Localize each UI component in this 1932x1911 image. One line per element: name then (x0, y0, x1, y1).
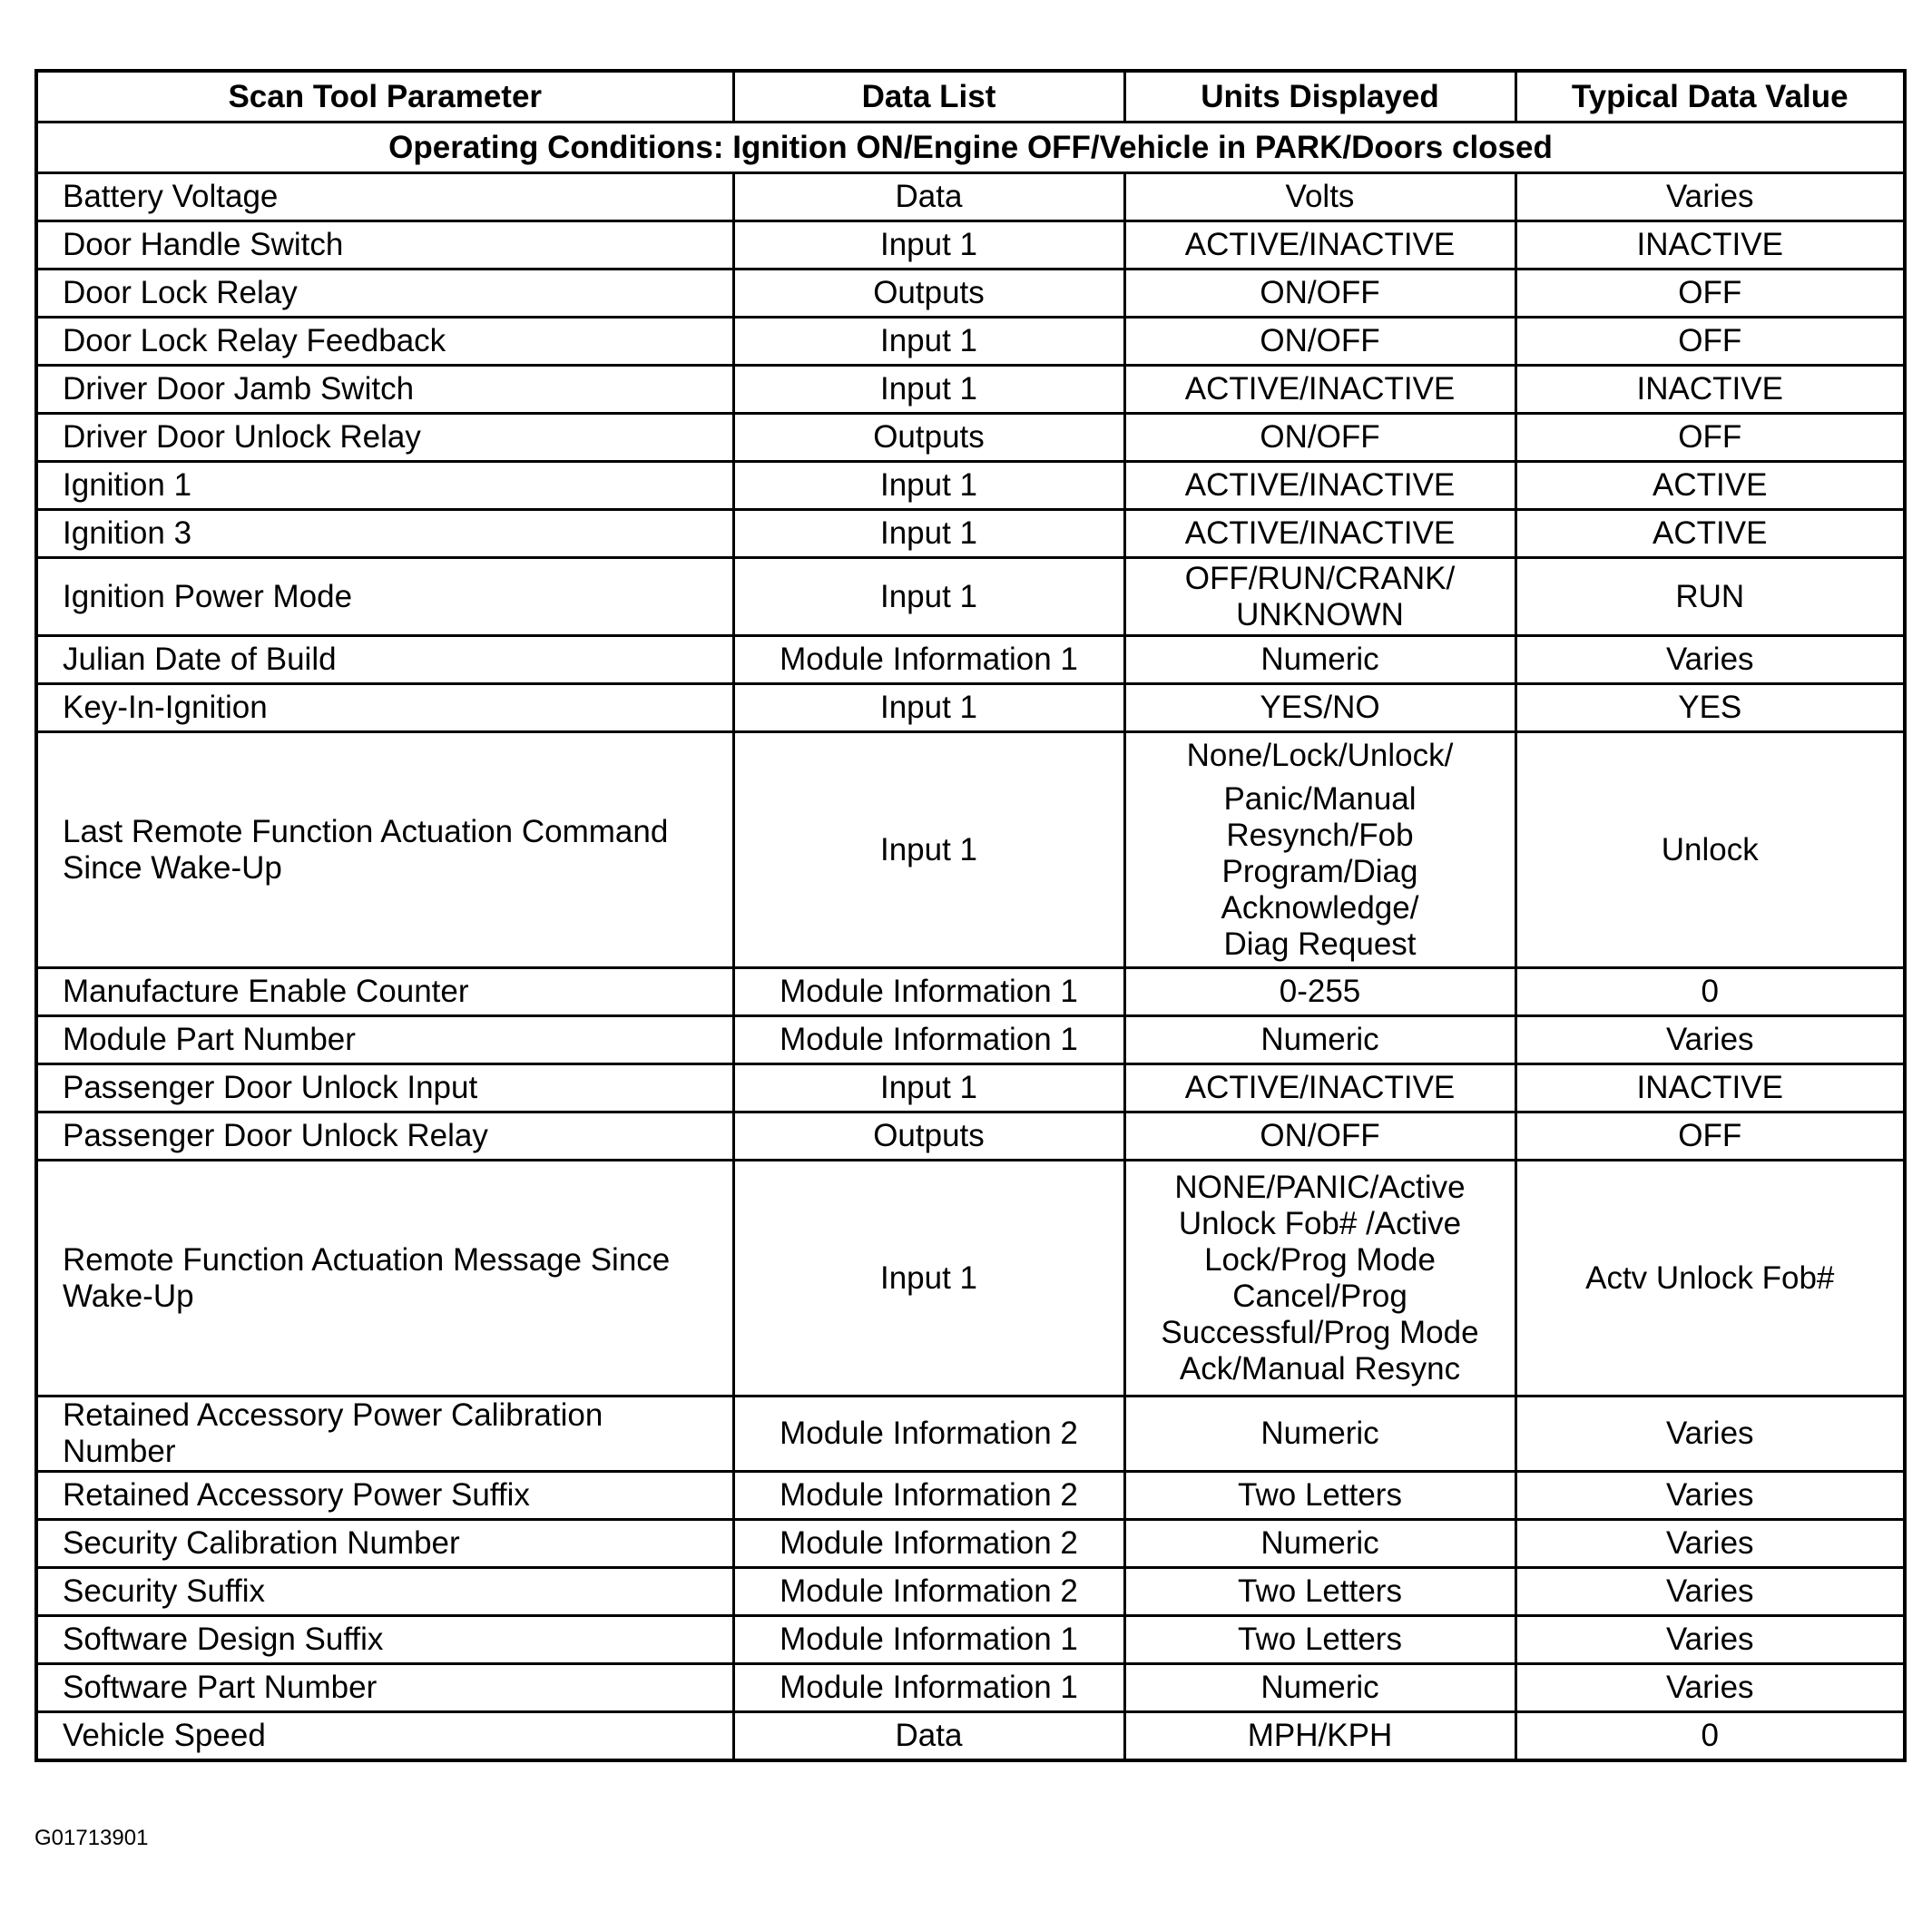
figure-id: G01713901 (34, 1826, 149, 1850)
cell-data-list: Outputs (733, 270, 1124, 318)
table-row (36, 1161, 1905, 1396)
cell-scan-tool-parameter: Key-In-Ignition (36, 684, 733, 732)
cell-typical-data-value: OFF (1515, 1112, 1905, 1161)
cell-typical-data-value: RUN (1515, 558, 1905, 636)
units-line: Resynch/Fob (1226, 817, 1414, 853)
cell-units-displayed (1124, 1664, 1515, 1712)
table-row (36, 1664, 1905, 1712)
cell-scan-tool-parameter: Door Lock Relay Feedback (36, 318, 733, 366)
cell-data-list: Input 1 (733, 684, 1124, 732)
units-line: MPH/KPH (1247, 1717, 1393, 1753)
units-line: Panic/Manual (1223, 780, 1417, 817)
cell-units-displayed (1124, 1472, 1515, 1520)
cell-typical-data-value: Varies (1515, 1396, 1905, 1472)
units-line: YES/NO (1260, 690, 1380, 725)
cell-units-displayed (1124, 414, 1515, 462)
cell-scan-tool-parameter: Driver Door Jamb Switch (36, 366, 733, 414)
cell-data-list: Module Information 2 (733, 1568, 1124, 1616)
header-row (36, 71, 1905, 122)
table-row (36, 1472, 1905, 1520)
table-row (36, 414, 1905, 462)
cell-typical-data-value: Varies (1515, 1568, 1905, 1616)
cell-units-displayed (1124, 221, 1515, 270)
table-row (36, 366, 1905, 414)
units-line: ON/OFF (1260, 275, 1380, 310)
table-row (36, 558, 1905, 636)
cell-units-displayed (1124, 510, 1515, 558)
cell-typical-data-value: Varies (1515, 1472, 1905, 1520)
cell-scan-tool-parameter: Door Handle Switch (36, 221, 733, 270)
units-line: ON/OFF (1260, 1118, 1380, 1153)
cell-data-list: Outputs (733, 414, 1124, 462)
cell-typical-data-value: Actv Unlock Fob# (1515, 1161, 1905, 1396)
cell-data-list: Input 1 (733, 318, 1124, 366)
cell-typical-data-value: 0 (1515, 968, 1905, 1016)
cell-scan-tool-parameter: Driver Door Unlock Relay (36, 414, 733, 462)
cell-units-displayed (1124, 684, 1515, 732)
cell-typical-data-value: Varies (1515, 1664, 1905, 1712)
table-row (36, 1016, 1905, 1064)
cell-scan-tool-parameter: Retained Accessory Power Calibration Number (36, 1396, 733, 1472)
cell-scan-tool-parameter: Module Part Number (36, 1016, 733, 1064)
table-row (36, 1712, 1905, 1760)
table-row (36, 510, 1905, 558)
cell-typical-data-value: Varies (1515, 173, 1905, 221)
units-line: Numeric (1260, 1416, 1379, 1451)
cell-scan-tool-parameter: Retained Accessory Power Suffix (36, 1472, 733, 1520)
units-line: Program/Diag (1221, 853, 1418, 889)
cell-data-list: Input 1 (733, 462, 1124, 510)
table-row (36, 968, 1905, 1016)
units-line: Numeric (1260, 642, 1379, 677)
cell-units-displayed (1124, 1520, 1515, 1568)
cell-data-list: Module Information 1 (733, 1016, 1124, 1064)
cell-data-list: Module Information 1 (733, 1664, 1124, 1712)
cell-units-displayed (1124, 636, 1515, 684)
cell-scan-tool-parameter: Remote Function Actuation Message Since Wake-Up (36, 1161, 733, 1396)
units-line: Ack/Manual Resync (1179, 1350, 1461, 1387)
cell-typical-data-value: OFF (1515, 414, 1905, 462)
cell-scan-tool-parameter: Ignition Power Mode (36, 558, 733, 636)
units-line: Lock/Prog Mode (1204, 1241, 1436, 1278)
units-line: ON/OFF (1260, 419, 1380, 455)
header-units-displayed: Units Displayed (1124, 71, 1515, 122)
cell-scan-tool-parameter: Software Part Number (36, 1664, 733, 1712)
table-row (36, 318, 1905, 366)
units-line: ON/OFF (1260, 323, 1380, 358)
cell-data-list: Data (733, 1712, 1124, 1760)
cell-typical-data-value: Varies (1515, 636, 1905, 684)
cell-data-list: Input 1 (733, 221, 1124, 270)
units-line: Two Letters (1238, 1573, 1402, 1609)
cell-data-list: Module Information 2 (733, 1520, 1124, 1568)
cell-data-list: Input 1 (733, 732, 1124, 968)
cell-units-displayed (1124, 318, 1515, 366)
units-line: 0-255 (1279, 974, 1361, 1009)
cell-data-list: Outputs (733, 1112, 1124, 1161)
cell-scan-tool-parameter: Vehicle Speed (36, 1712, 733, 1760)
cell-scan-tool-parameter: Last Remote Function Actuation Command Since Wake-Up (36, 732, 733, 968)
cell-typical-data-value: OFF (1515, 318, 1905, 366)
units-line: Cancel/Prog (1232, 1278, 1407, 1314)
cell-scan-tool-parameter: Ignition 1 (36, 462, 733, 510)
header-typical-data-value: Typical Data Value (1515, 71, 1905, 122)
cell-scan-tool-parameter: Passenger Door Unlock Relay (36, 1112, 733, 1161)
units-line: UNKNOWN (1236, 596, 1404, 632)
cell-units-displayed (1124, 1712, 1515, 1760)
units-line: ACTIVE/INACTIVE (1184, 227, 1456, 262)
cell-units-displayed (1124, 366, 1515, 414)
cell-typical-data-value: Varies (1515, 1616, 1905, 1664)
cell-data-list: Input 1 (733, 1161, 1124, 1396)
units-line: OFF/RUN/CRANK/ (1184, 560, 1456, 596)
operating-conditions: Operating Conditions: Ignition ON/Engine OFF/Vehicle in PARK/Doors closed (36, 122, 1905, 173)
cell-units-displayed (1124, 968, 1515, 1016)
table-row (36, 270, 1905, 318)
table-row (36, 636, 1905, 684)
cell-data-list: Module Information 1 (733, 1616, 1124, 1664)
table-row (36, 1568, 1905, 1616)
units-line: Numeric (1260, 1525, 1379, 1561)
cell-units-displayed (1124, 1112, 1515, 1161)
cell-scan-tool-parameter: Software Design Suffix (36, 1616, 733, 1664)
units-line: Diag Request (1223, 926, 1417, 962)
cell-units-displayed (1124, 1568, 1515, 1616)
cell-units-displayed (1124, 173, 1515, 221)
cell-units-displayed (1124, 1616, 1515, 1664)
cell-typical-data-value: INACTIVE (1515, 1064, 1905, 1112)
cell-scan-tool-parameter: Ignition 3 (36, 510, 733, 558)
cell-scan-tool-parameter: Manufacture Enable Counter (36, 968, 733, 1016)
cell-units-displayed (1124, 1396, 1515, 1472)
table-row (36, 1616, 1905, 1664)
cell-units-displayed (1124, 462, 1515, 510)
cell-typical-data-value: YES (1515, 684, 1905, 732)
cell-data-list: Module Information 1 (733, 636, 1124, 684)
cell-units-displayed (1124, 1064, 1515, 1112)
cell-typical-data-value: INACTIVE (1515, 366, 1905, 414)
cell-data-list: Data (733, 173, 1124, 221)
units-line: Two Letters (1238, 1622, 1402, 1657)
table-row (36, 1112, 1905, 1161)
cell-typical-data-value: Varies (1515, 1520, 1905, 1568)
table-row (36, 1064, 1905, 1112)
cell-data-list: Input 1 (733, 510, 1124, 558)
cell-data-list: Module Information 1 (733, 968, 1124, 1016)
table-row (36, 173, 1905, 221)
cell-typical-data-value: OFF (1515, 270, 1905, 318)
cell-scan-tool-parameter: Passenger Door Unlock Input (36, 1064, 733, 1112)
cell-scan-tool-parameter: Battery Voltage (36, 173, 733, 221)
cell-data-list: Input 1 (733, 366, 1124, 414)
units-line: Numeric (1260, 1670, 1379, 1705)
units-line: Volts (1285, 179, 1355, 214)
units-line: Two Letters (1238, 1477, 1402, 1513)
table-row (36, 732, 1905, 968)
units-line: Successful/Prog Mode (1161, 1314, 1479, 1350)
header-data-list: Data List (733, 71, 1124, 122)
cell-scan-tool-parameter: Security Suffix (36, 1568, 733, 1616)
cell-typical-data-value: ACTIVE (1515, 462, 1905, 510)
units-line: None/Lock/Unlock/ (1186, 737, 1454, 773)
cell-typical-data-value: ACTIVE (1515, 510, 1905, 558)
scan-tool-data-table (34, 69, 1907, 1762)
cell-units-displayed (1124, 732, 1515, 968)
units-line: ACTIVE/INACTIVE (1184, 371, 1456, 407)
cell-scan-tool-parameter: Door Lock Relay (36, 270, 733, 318)
cell-typical-data-value: 0 (1515, 1712, 1905, 1760)
cell-scan-tool-parameter: Security Calibration Number (36, 1520, 733, 1568)
units-line: Unlock Fob# /Active (1178, 1205, 1462, 1241)
cell-data-list: Module Information 2 (733, 1472, 1124, 1520)
units-line: ACTIVE/INACTIVE (1184, 1070, 1456, 1105)
cell-data-list: Module Information 2 (733, 1396, 1124, 1472)
cell-units-displayed (1124, 558, 1515, 636)
units-line: NONE/PANIC/Active (1174, 1169, 1466, 1205)
units-line: ACTIVE/INACTIVE (1184, 467, 1456, 503)
units-line: ACTIVE/INACTIVE (1184, 515, 1456, 551)
cell-units-displayed (1124, 1016, 1515, 1064)
table-row (36, 1396, 1905, 1472)
cell-data-list: Input 1 (733, 558, 1124, 636)
table-row (36, 221, 1905, 270)
units-line: Numeric (1260, 1022, 1379, 1057)
cell-typical-data-value: Unlock (1515, 732, 1905, 968)
cell-typical-data-value: INACTIVE (1515, 221, 1905, 270)
table-row (36, 462, 1905, 510)
cell-scan-tool-parameter: Julian Date of Build (36, 636, 733, 684)
table-row (36, 1520, 1905, 1568)
cell-units-displayed (1124, 1161, 1515, 1396)
table-row (36, 684, 1905, 732)
header-scan-tool-parameter: Scan Tool Parameter (36, 71, 733, 122)
operating-conditions-row (36, 122, 1905, 173)
cell-units-displayed (1124, 270, 1515, 318)
units-line: Acknowledge/ (1221, 889, 1419, 926)
cell-typical-data-value: Varies (1515, 1016, 1905, 1064)
cell-data-list: Input 1 (733, 1064, 1124, 1112)
